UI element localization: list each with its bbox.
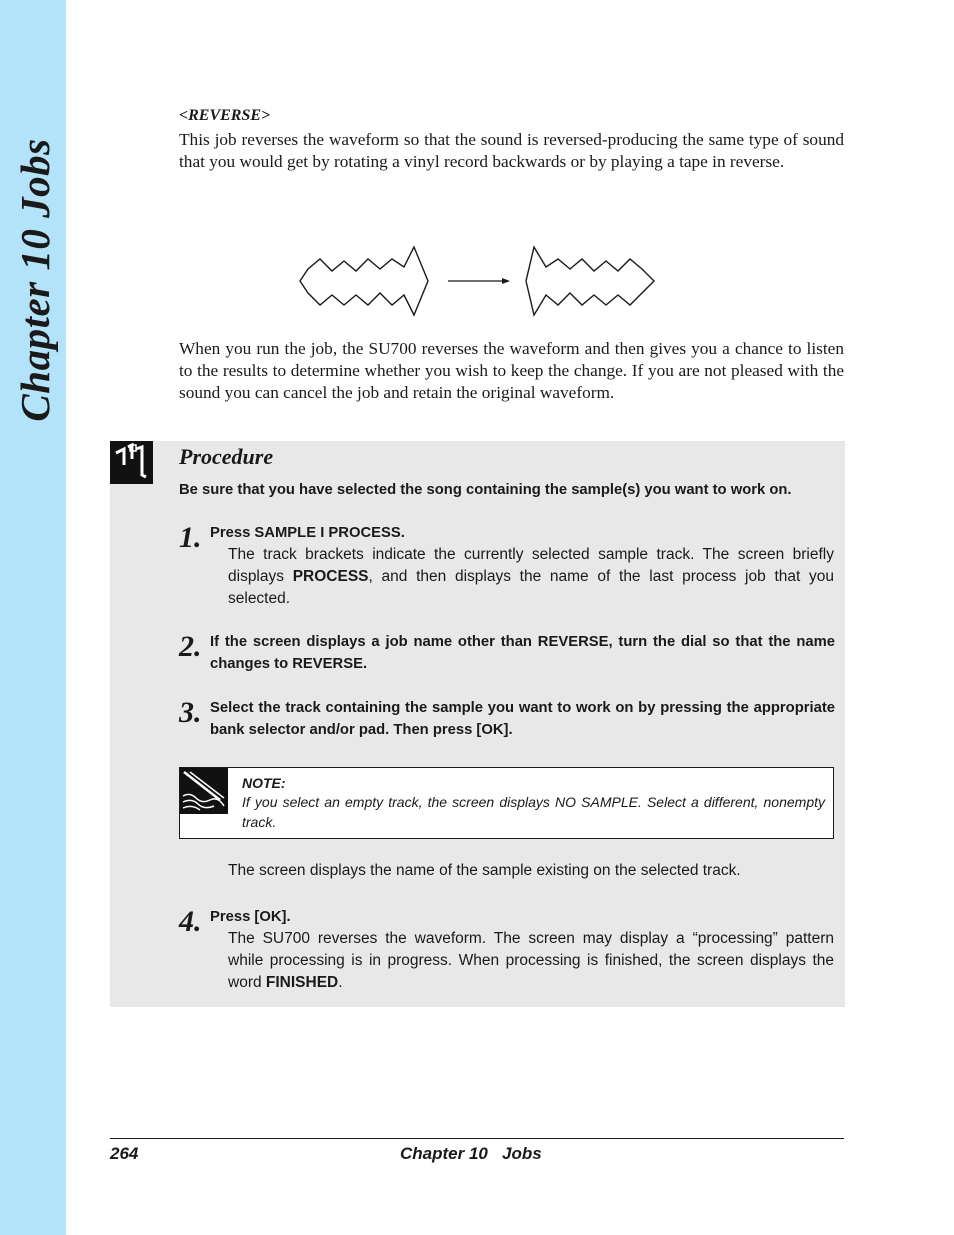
procedure-intro: Be sure that you have selected the song containing the sample(s) you want to work on. — [179, 482, 792, 498]
step-number-3: 3. — [179, 696, 202, 729]
step-4-head: Press [OK]. — [210, 909, 291, 925]
reverse-figure — [296, 243, 660, 319]
screen-display-text: The screen displays the name of the sample existing on the selected track. — [228, 862, 741, 879]
step-number-1: 1. — [179, 521, 202, 554]
step-number-4: 4. — [179, 905, 202, 938]
procedure-title: Procedure — [179, 444, 274, 469]
arrow-right-icon — [448, 278, 510, 284]
note-text: If you select an empty track, the screen displays NO SAMPLE. Select a different, nonempty track. — [242, 794, 825, 830]
step-number-2: 2. — [179, 630, 202, 663]
chapter-side-title: Chapter 10 Jobs — [12, 138, 58, 422]
step-3-head: Select the track containing the sample you want to work on by pressing the appropriate bank selector and/or pad. Then press [OK]. — [210, 700, 835, 738]
intro-paragraph: This job reverses the waveform so that the sound is reversed-producing the same type of sound that you would get by rotating a vinyl record backwards or by playing a tape in reverse. — [179, 130, 844, 171]
section-heading: <REVERSE> — [179, 107, 271, 124]
pencil-note-icon — [180, 768, 228, 814]
step-1-body: The track brackets indicate the currently selected sample track. The screen briefly displays PROCESS, and then displays the name of the last process job that you selected. — [228, 546, 834, 607]
waveform-reversed-icon — [526, 247, 654, 315]
footer-chapter-title: Chapter 10 Jobs — [400, 1144, 542, 1163]
step-1-head: Press SAMPLE I PROCESS. — [210, 525, 405, 541]
procedure-hand-icon — [110, 441, 153, 484]
note-label: NOTE: — [242, 775, 286, 791]
waveform-original-icon — [300, 247, 428, 315]
step-2-head: If the screen displays a job name other than REVERSE, turn the dial so that the name changes to REVERSE. — [210, 634, 835, 672]
after-figure-paragraph: When you run the job, the SU700 reverses the waveform and then gives you a chance to listen to the results to determine whether you wish to keep the change. If you are not pleased with the sound you can cancel the job and retain the original waveform. — [179, 339, 844, 402]
note-box — [179, 767, 834, 839]
step-4-body: The SU700 reverses the waveform. The screen may display a “processing” pattern while processing is in progress. When processing is finished, the screen displays the word FINISHED. — [228, 930, 834, 991]
footer-rule — [110, 1138, 844, 1139]
page-number: 264 — [110, 1144, 139, 1163]
